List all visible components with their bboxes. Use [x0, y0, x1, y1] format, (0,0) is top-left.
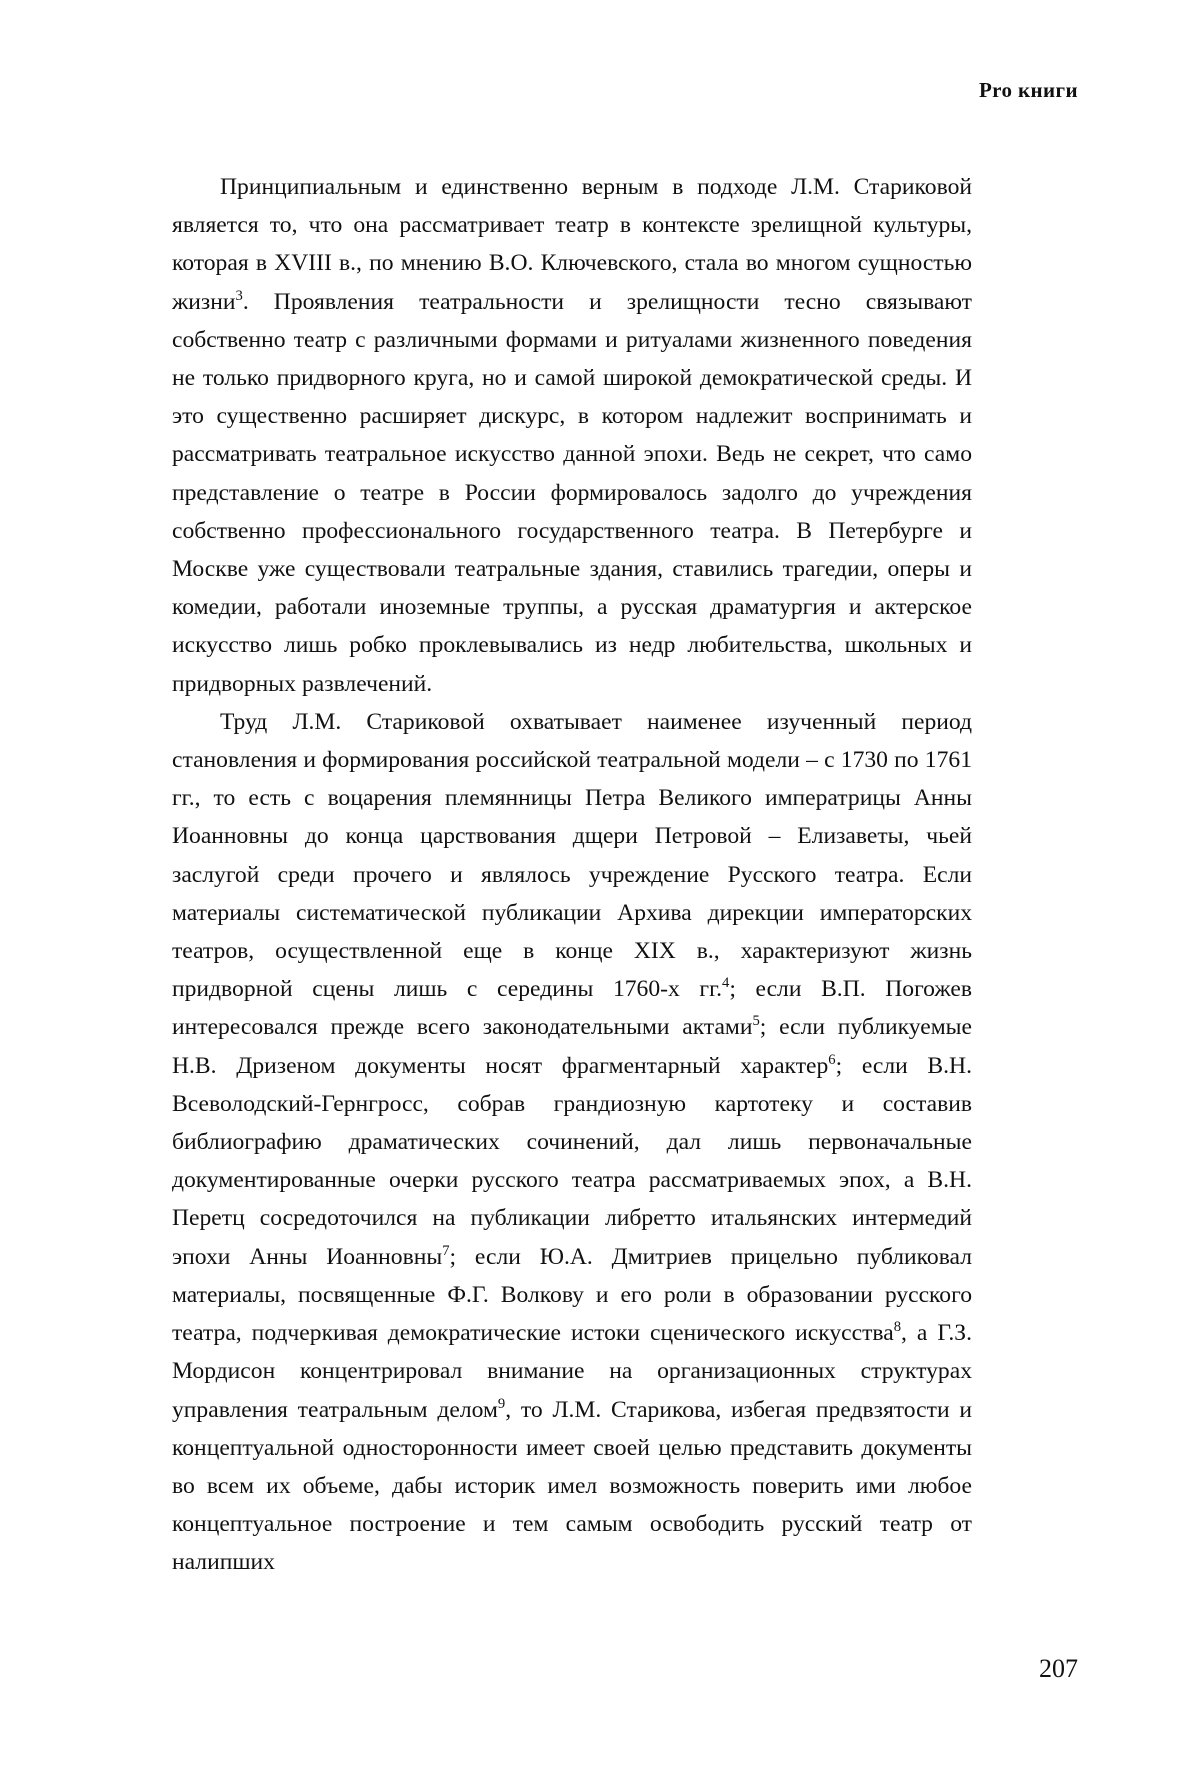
paragraph-1: Принципиальным и единственно верным в подходе Л.М. Стариковой является то, что она рассматривает театр в контексте зрелищной культуры, которая в XVIII в., по мнению В.О. Ключевского, стала во многом сущностью жизни$^3$. Проявления театральности и зрелищности тесно связывают собственно театр с различными формами и ритуалами жизненного поведения не только придворного круга, но и самой широкой демократической среды. И это существенно расширяет дискурс, в котором надлежит воспринимать и рассматривать театральное искусство данной эпохи. Ведь не секрет, что само представление о театре в России формировалось задолго до учреждения собственно профессионального государственного театра. В Петербурге и Москве уже существовали театральные здания, ставились трагедии, оперы и комедии, работали иноземные труппы, а русская драматургия и актерское искусство лишь робко проклевывались из недр любительства, школьных и придворных развлечений.	[172, 174, 972, 697]
running-head: Pro книги	[978, 78, 1078, 102]
paragraph-2: Труд Л.М. Стариковой охватывает наименее изученный период становления и формирования российской театральной модели – с 1730 по 1761 гг., то есть с воцарения племянницы Петра Великого императрицы Анны Иоанновны до конца царствования дщери Петровой – Елизаветы, чьей заслугой среди прочего и являлось учреждение Русского театра. Если материалы систематической публикации Архива дирекции императорских театров, осуществленной еще в конце XIX в., характеризуют жизнь придворной сцены лишь с середины 1760-х гг.$^4$; если В.П. Погожев интересовался прежде всего законодательными актами$^5$; если публикуемые Н.В. Дризеном документы носят фрагментарный характер$^6$; если В.Н. Всеволодский-Гернгросс, собрав грандиозную картотеку и составив библиографию драматических сочинений, дал лишь первоначальные документированные очерки русского театра рассматриваемых эпох, а В.Н. Перетц сосредоточился на публикации либретто итальянских интермедий эпохи Анны Иоанновны$^7$; если Ю.А. Дмитриев прицельно публиковал материалы, посвященные Ф.Г. Волкову и его роли в образовании русского театра, подчеркивая демократические истоки сценического искусства$^8$, а Г.З. Мордисон концентрировал внимание на организационных структурах управления театральным делом$^9$, то Л.М. Старикова, избегая предвзятости и концептуальной односторонности имеет своей целью представить документы во всем их объеме, дабы историк имел возможность поверить ими любое концептуальное построение и тем самым освободить русский театр от налипших	[172, 708, 973, 1576]
body-text-column	[172, 168, 972, 1582]
page-number: 207	[1039, 1654, 1078, 1683]
